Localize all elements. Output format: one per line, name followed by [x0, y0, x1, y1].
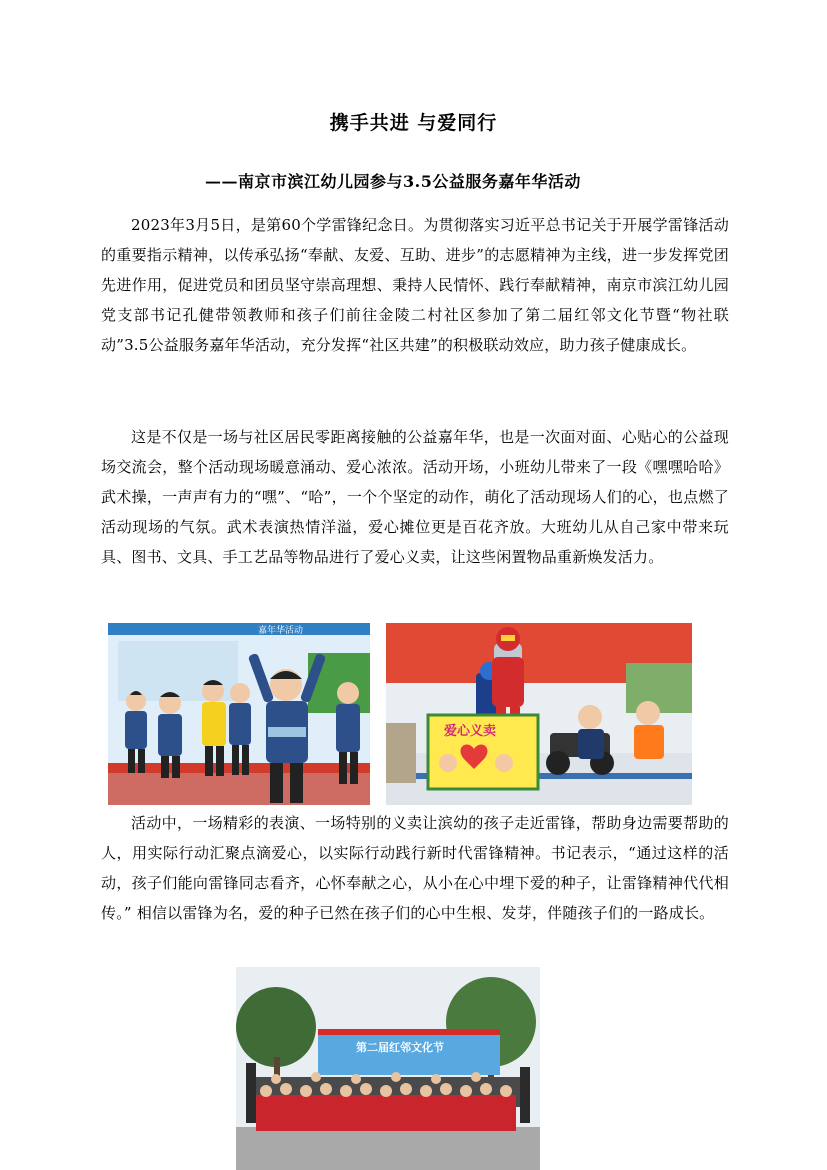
photo-charity-sale-stall — [386, 623, 692, 805]
paragraph-3: 活动中，一场精彩的表演、一场特别的义卖让滨幼的孩子走近雷锋，帮助身边需要帮助的人，用实际行动汇聚点滴爱心，以实际行动践行新时代雷锋精神。书记表示，“通过这样的活动，孩子们能向雷锋同志看齐，心怀奉献之心，从小在心中埋下爱的种子，让雷锋精神代代相传。” 相信以雷锋为名，爱的种子已然在孩子们的心中生根、发芽，伴随孩子们的一路成长。 — [101, 814, 729, 922]
banner-text: 嘉年华活动 — [258, 626, 304, 636]
page-title: 携手共进 与爱同行 — [329, 112, 498, 134]
photo-group-picture — [236, 967, 540, 1170]
paragraph-1: 2023年3月5日，是第60个学雷锋纪念日。为贯彻落实习近平总书记关于开展学雷锋活动的重要指示精神，以传承弘扬“奉献、友爱、互助、进步”的志愿精神为主线，进一步发挥党团先进作用，促进党员和团员坚守崇高理想、秉持人民情怀、践行奉献精神，南京市滨江幼儿园党支部书记孔健带领教师和孩子们前往金陵二村社区参加了第二届红邻文化节暨“物社联动”3.5公益服务嘉年华活动，充分发挥“社区共建”的积极联动效应，助力孩子健康成长。 — [101, 216, 729, 354]
paragraph-2: 这是不仅是一场与社区居民零距离接触的公益嘉年华，也是一次面对面、心贴心的公益现场交流会，整个活动现场暖意涌动、爱心浓浓。活动开场，小班幼儿带来了一段《嘿嘿哈哈》武术操，一声声有力的“嘿”、“哈”，一个个坚定的动作，萌化了活动现场人们的心，也点燃了活动现场的气氛。武术表演热情洋溢，爱心摊位更是百花齐放。大班幼儿从自己家中带来玩具、图书、文具、手工艺品等物品进行了爱心义卖，让这些闲置物品重新焕发活力。 — [101, 428, 729, 566]
banner-text: 第二届红邻文化节 — [356, 1041, 444, 1054]
page-subtitle: ——南京市滨江幼儿园参与3.5公益服务嘉年华活动 — [205, 172, 581, 191]
sign-text: 爱心义卖 — [444, 724, 497, 739]
photo-children-performance — [108, 623, 370, 805]
